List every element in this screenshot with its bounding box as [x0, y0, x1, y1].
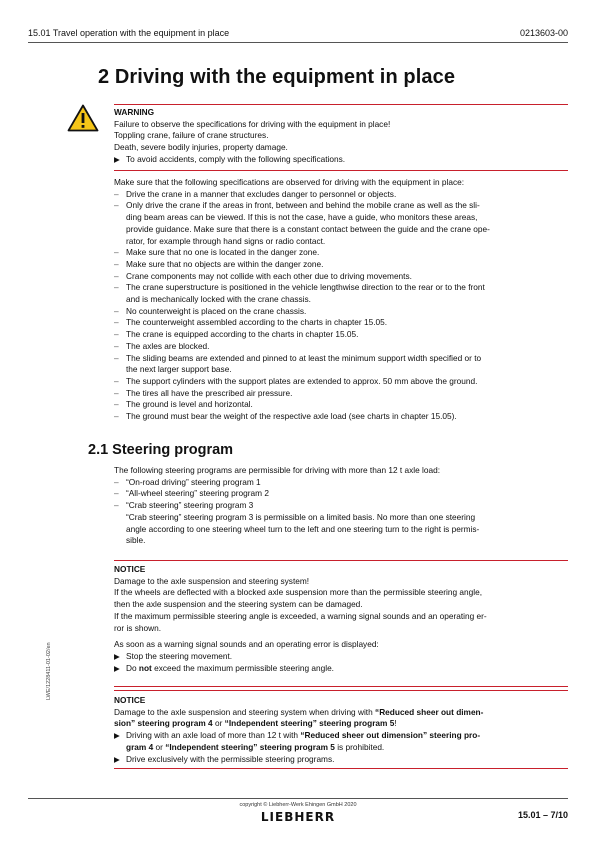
crab-note: “Crab steering” steering program 3 is permissible on a limited basis. No more than one steering	[126, 511, 476, 522]
list-item-continued: rator, for example through hand signs or radio contact.	[126, 235, 326, 246]
list-item: – The axles are blocked.	[114, 341, 563, 353]
header-doc-number: 0213603-00	[519, 28, 568, 38]
notice-action: ▶ Do not exceed the maximum permissible steering angle.	[114, 663, 563, 675]
notice-line: sion” steering program 4 or “Independent steering” steering program 5!	[114, 718, 397, 729]
crab-note: sible.	[126, 535, 146, 546]
specifications-intro: Make sure that the following specifications are observed for driving with the equipment in place:	[114, 177, 465, 187]
list-item: – The support cylinders with the support plates are extended to approx. 50 mm above the ground.	[114, 376, 563, 388]
list-item: – The crane superstructure is positioned in the vehicle lengthwise direction to the rear or to the front	[114, 282, 563, 294]
list-item-continued: ding beam areas can be viewed. If this is not the case, have a guide, who monitors these areas,	[126, 212, 478, 223]
page-number: 15.01 – 7/10	[517, 810, 568, 820]
footer-copyright: copyright © Liebherr-Werk Ehingen GmbH 2020	[239, 802, 357, 808]
header-divider	[28, 42, 568, 43]
footer-divider	[28, 798, 568, 799]
notice-line: If the wheels are deflected with a blocked axle suspension more than the permissible steering angle,	[114, 587, 483, 598]
warning-line: Death, severe bodily injuries, property damage.	[114, 142, 288, 153]
notice2-top-rule	[114, 690, 568, 691]
notice-action: ▶ Driving with an axle load of more than 12 t with “Reduced sheer out dimension” steering pro-	[114, 730, 563, 742]
notice-line: ror is shown.	[114, 622, 162, 633]
warning-box	[114, 107, 563, 166]
notice1-top-rule	[114, 560, 568, 561]
notice-box-1	[114, 564, 563, 674]
warning-top-rule	[114, 104, 568, 105]
side-document-code: LWE/1228411-01-02/en	[46, 642, 52, 700]
notice2-bottom-rule	[114, 768, 568, 769]
warning-bottom-rule	[114, 170, 568, 171]
header-section: 15.01 Travel operation with the equipment in place	[28, 28, 230, 38]
steering-programs	[114, 465, 563, 547]
notice1-bottom-rule	[114, 686, 568, 687]
warning-title: WARNING	[114, 107, 155, 117]
notice-line: then the axle suspension and the steering system can be damaged.	[114, 599, 363, 610]
crab-note: angle according to one steering wheel turn to the left and one steering turn to the right is permis-	[126, 523, 480, 534]
list-item: – The crane is equipped according to the charts in chapter 15.05.	[114, 329, 563, 341]
list-item: – Crane components may not collide with each other due to driving movements.	[114, 271, 563, 283]
section-title: 2.1 Steering program	[88, 442, 234, 458]
list-item-continued: and is mechanically locked with the crane chassis.	[126, 294, 311, 305]
list-item: – Make sure that no objects are within the danger zone.	[114, 259, 563, 271]
notice-line: Damage to the axle suspension and steering system when driving with “Reduced sheer out dimen-	[114, 706, 484, 717]
warning-line: Toppling crane, failure of crane structures.	[114, 130, 269, 141]
notice-action-continued: gram 4 or “Independent steering” steering program 5 is prohibited.	[126, 741, 385, 752]
notice-line: Damage to the axle suspension and steering system!	[114, 575, 310, 586]
warning-triangle-icon	[67, 104, 99, 132]
notice-after: As soon as a warning signal sounds and an operating error is displayed:	[114, 639, 379, 650]
notice-box-2	[114, 695, 563, 765]
warning-line: Failure to observe the specifications for driving with the equipment in place!	[114, 118, 391, 129]
list-item-continued: the next larger support base.	[126, 364, 232, 375]
list-item: – The ground must bear the weight of the respective axle load (see charts in chapter 15.05).	[114, 411, 563, 423]
list-item: – The tires all have the prescribed air pressure.	[114, 388, 563, 400]
chapter-title: 2 Driving with the equipment in place	[98, 66, 456, 88]
list-item: – Only drive the crane if the areas in front, between and behind the mobile crane as well as the sli-	[114, 200, 563, 212]
notice-line: If the maximum permissible steering angle is exceeded, a warning signal sounds and an operating er-	[114, 610, 487, 621]
list-item: – Drive the crane in a manner that excludes danger to personnel or objects.	[114, 189, 563, 201]
specifications-list	[114, 177, 563, 423]
list-item: – “On-road driving” steering program 1	[114, 477, 563, 489]
list-item: – “Crab steering” steering program 3	[114, 500, 563, 512]
list-item: – The ground is level and horizontal.	[114, 399, 563, 411]
list-item: – Make sure that no one is located in the danger zone.	[114, 247, 563, 259]
list-item: – No counterweight is placed on the crane chassis.	[114, 306, 563, 318]
list-item: – The counterweight assembled according to the charts in chapter 15.05.	[114, 317, 563, 329]
notice-action: ▶ Stop the steering movement.	[114, 651, 563, 663]
list-item: – “All-wheel steering” steering program 2	[114, 488, 563, 500]
list-item-continued: provide guidance. Make sure that there is a constant contact between the guide and the crane ope-	[126, 223, 490, 234]
notice-title: NOTICE	[114, 564, 146, 574]
notice-action: ▶ Drive exclusively with the permissible steering programs.	[114, 754, 563, 766]
notice-title: NOTICE	[114, 695, 146, 705]
warning-action: ▶ To avoid accidents, comply with the following specifications.	[114, 154, 563, 166]
steering-intro: The following steering programs are permissible for driving with more than 12 t axle load:	[114, 465, 441, 475]
liebherr-logo: LIEBHERR	[260, 810, 336, 824]
list-item: – The sliding beams are extended and pinned to at least the minimum support width specified or to	[114, 353, 563, 365]
